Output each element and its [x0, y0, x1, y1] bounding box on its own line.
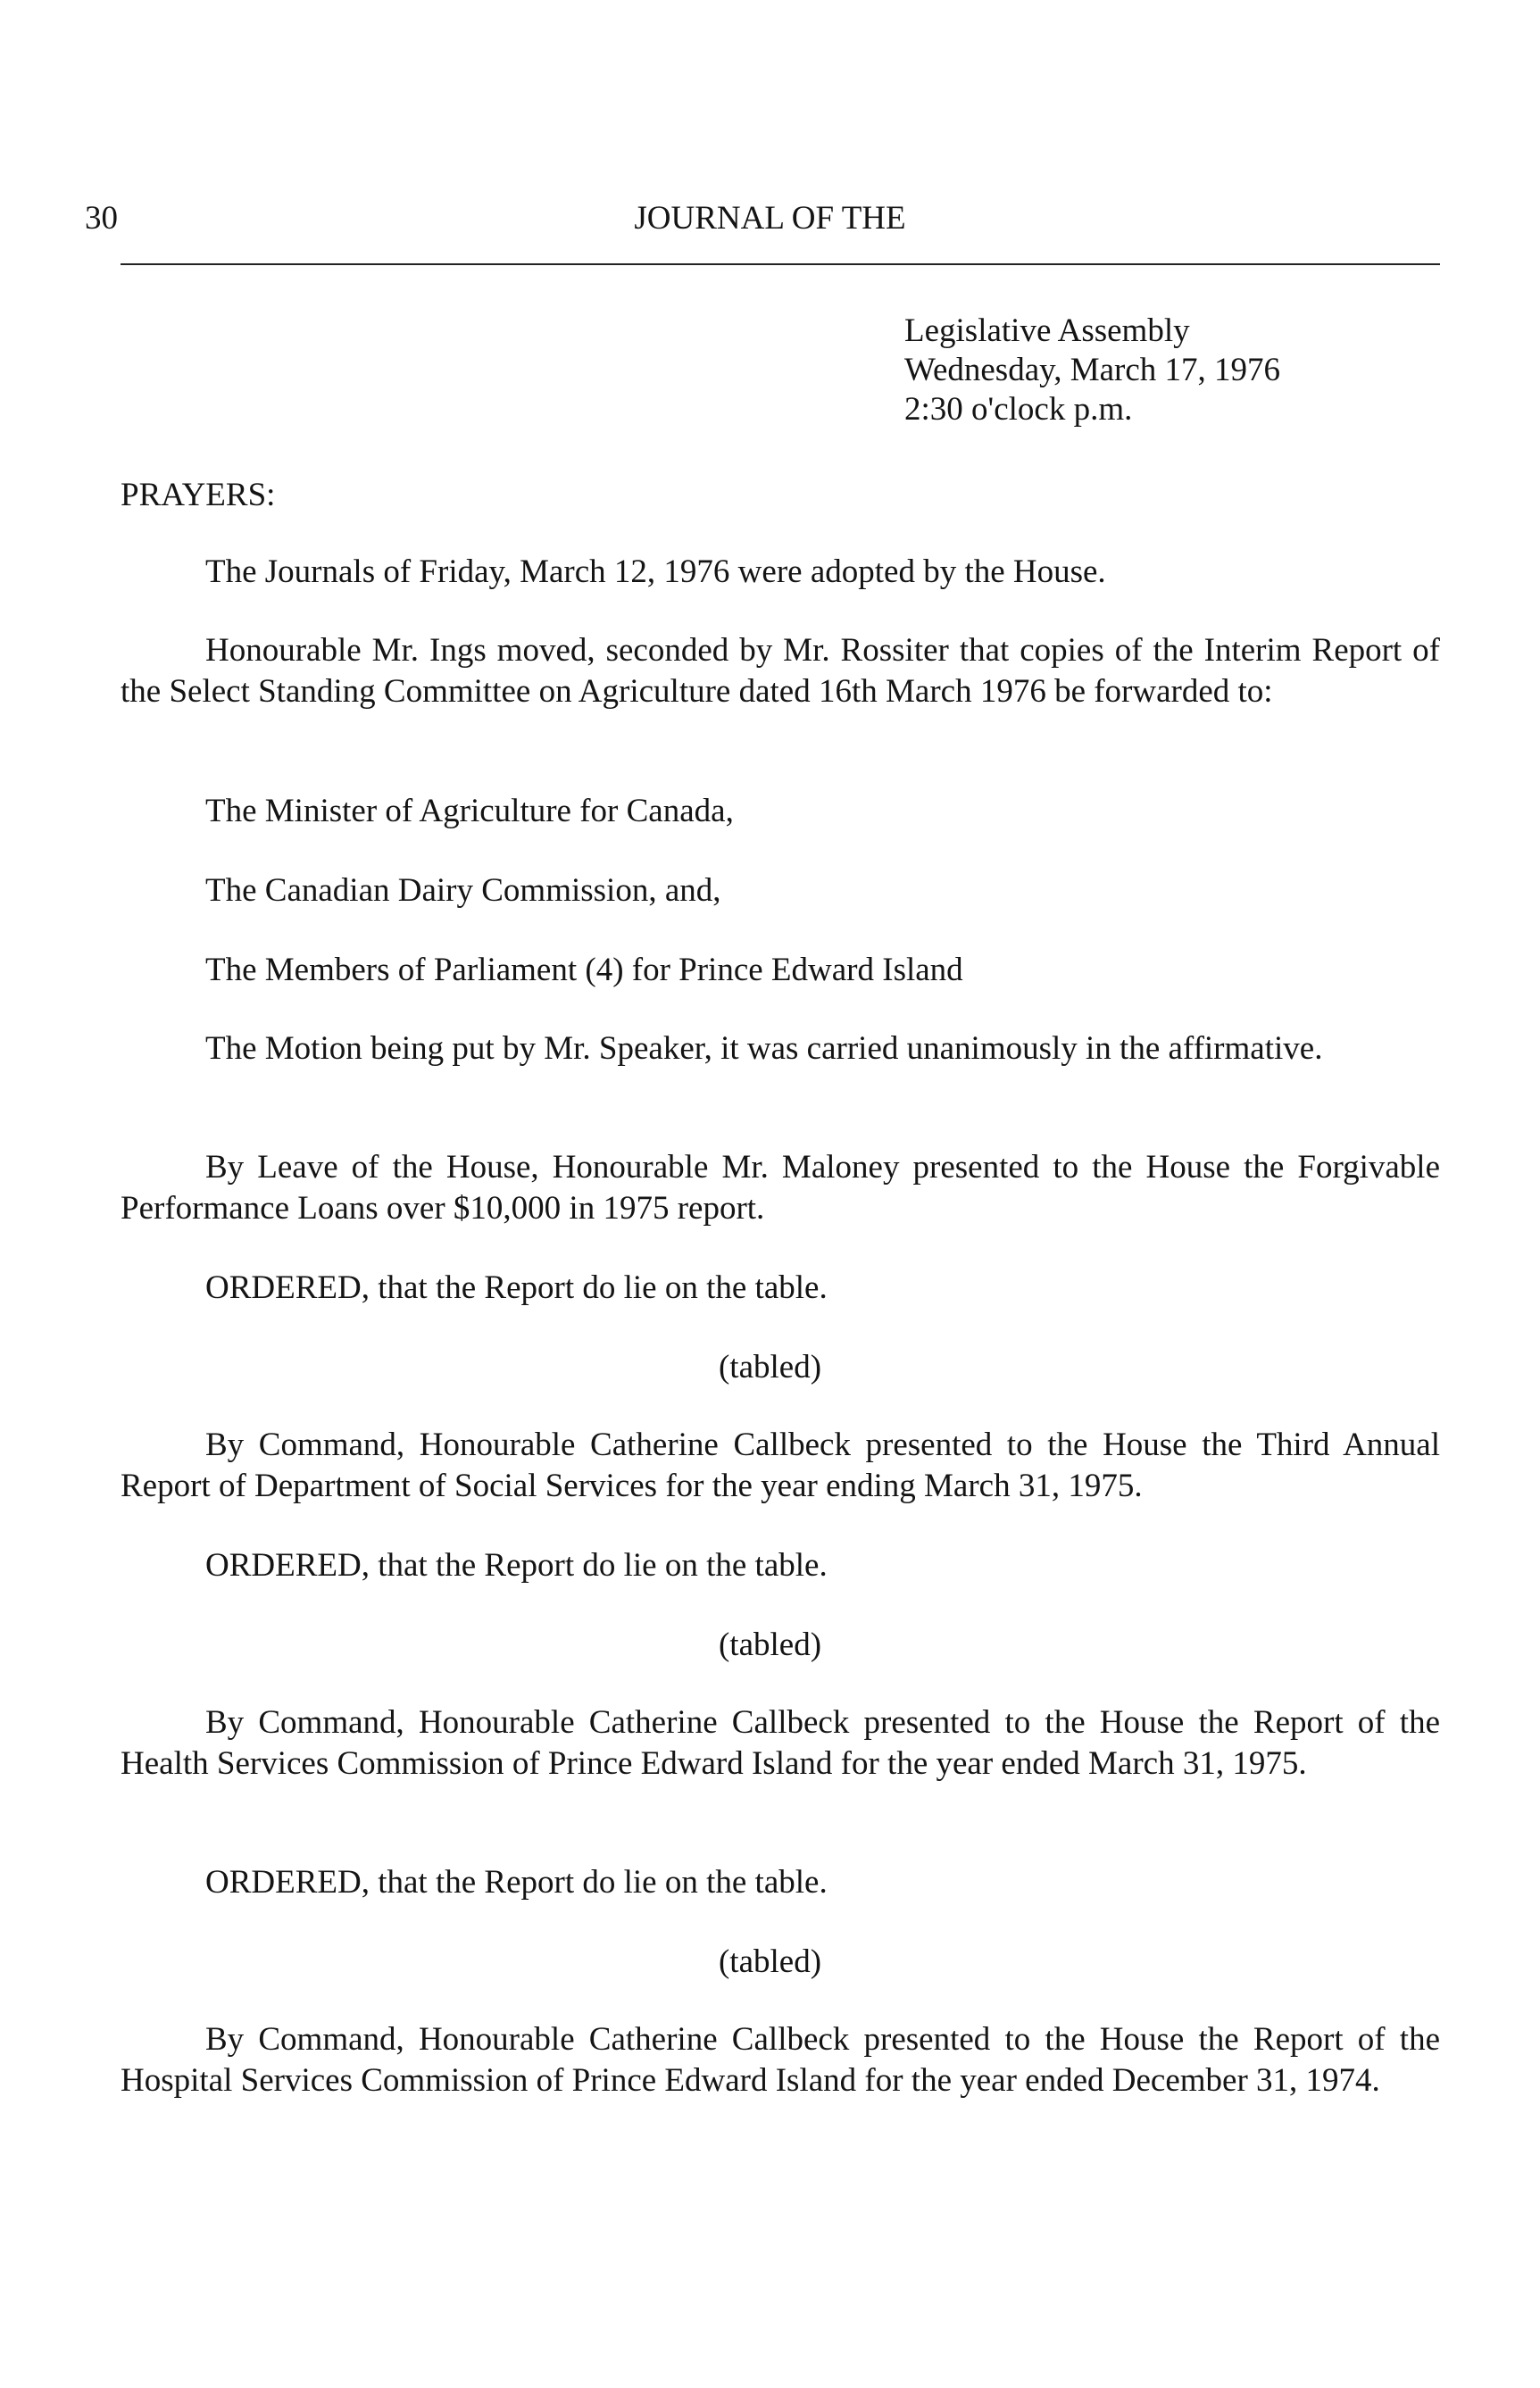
- tabled-note: (tabled): [718, 1627, 822, 1663]
- ordered-statement: ORDERED, that the Report do lie on the table.: [205, 1864, 828, 1901]
- dateline-time: 2:30 o'clock p.m.: [904, 391, 1133, 428]
- motion-recipient: The Canadian Dairy Commission, and,: [205, 872, 721, 909]
- motion-text: Honourable Mr. Ings moved, seconded by Mr. Rossiter that copies of the Interim Report of the Select Standing Committee on Agriculture dated 16th March 1976 be forwarded to:: [121, 632, 1440, 710]
- dateline-date: Wednesday, March 17, 1976: [904, 352, 1281, 388]
- tabled-note: (tabled): [718, 1349, 822, 1385]
- motion-recipient: The Members of Parliament (4) for Prince Edward Island: [205, 952, 963, 988]
- prayers-heading: PRAYERS:: [121, 477, 276, 513]
- header-rule: [121, 263, 1440, 265]
- report-entry: By Command, Honourable Catherine Callbeck presented to the House the Third Annual Report of Department of Social Services for the year ending March 31, 1975.: [121, 1427, 1440, 1504]
- motion-recipient: The Minister of Agriculture for Canada,: [205, 793, 734, 829]
- report-entry: By Leave of the House, Honourable Mr. Maloney presented to the House the Forgivable Performance Loans over $10,000 in 1975 report.: [121, 1149, 1440, 1227]
- report-entry: By Command, Honourable Catherine Callbeck presented to the House the Report of the Hospital Services Commission of Prince Edward Island for the year ended December 31, 1974.: [121, 2021, 1440, 2099]
- dateline: [904, 311, 1280, 429]
- dateline-body: Legislative Assembly: [904, 312, 1190, 349]
- running-title: JOURNAL OF THE: [634, 200, 906, 237]
- ordered-statement: ORDERED, that the Report do lie on the table.: [205, 1269, 828, 1306]
- tabled-note: (tabled): [718, 1943, 822, 1980]
- journals-adopted: The Journals of Friday, March 12, 1976 were adopted by the House.: [205, 553, 1106, 590]
- ordered-statement: ORDERED, that the Report do lie on the table.: [205, 1547, 828, 1584]
- page-number: 30: [85, 200, 118, 237]
- report-entry: By Command, Honourable Catherine Callbeck presented to the House the Report of the Health Services Commission of Prince Edward Island for the year ended March 31, 1975.: [121, 1704, 1440, 1782]
- motion-result: The Motion being put by Mr. Speaker, it was carried unanimously in the affirmative.: [205, 1030, 1323, 1067]
